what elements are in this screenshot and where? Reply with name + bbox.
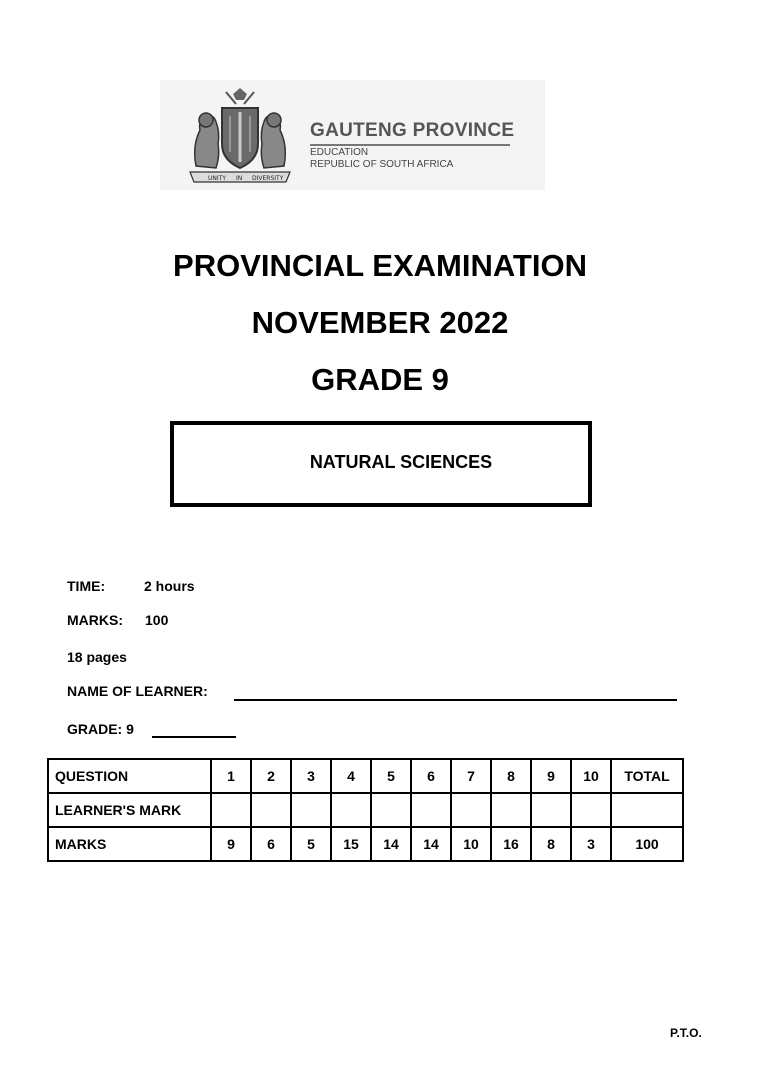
province-name: GAUTENG PROVINCE (310, 120, 515, 141)
province-underline (310, 144, 510, 146)
republic-name: REPUBLIC OF SOUTH AFRICA (310, 159, 454, 170)
question-number: 3 (291, 759, 331, 793)
total-marks: 100 (611, 827, 683, 861)
question-number: 9 (531, 759, 571, 793)
max-mark: 5 (291, 827, 331, 861)
time-value: 2 hours (144, 578, 195, 594)
question-number: 4 (331, 759, 371, 793)
marks-row-label: MARKS (48, 827, 211, 861)
motto-left: UNITY (208, 175, 226, 182)
grade-class-line[interactable] (152, 736, 236, 738)
exam-date: NOVEMBER 2022 (251, 305, 509, 340)
exam-title: PROVINCIAL EXAMINATION (173, 248, 587, 283)
question-number: 8 (491, 759, 531, 793)
learner-mark-cell[interactable] (211, 793, 251, 827)
max-mark: 16 (491, 827, 531, 861)
question-number: 1 (211, 759, 251, 793)
marks-value: 100 (145, 612, 169, 628)
learner-name-label: NAME OF LEARNER: (67, 683, 208, 699)
max-mark: 8 (531, 827, 571, 861)
learner-mark-cell[interactable] (571, 793, 611, 827)
gauteng-logo (160, 80, 545, 190)
question-number: 7 (451, 759, 491, 793)
learner-mark-cell[interactable] (291, 793, 331, 827)
question-number: 2 (251, 759, 291, 793)
question-number: 6 (411, 759, 451, 793)
time-label: TIME: (67, 578, 106, 594)
total-header: TOTAL (611, 759, 683, 793)
page-turn-note: P.T.O. (670, 1026, 702, 1040)
subject-box (170, 421, 592, 507)
max-mark: 3 (571, 827, 611, 861)
subject-name: NATURAL SCIENCES (309, 452, 493, 472)
learner-name-line[interactable] (234, 699, 677, 701)
grade-label: GRADE: 9 (67, 721, 134, 737)
page-count: 18 pages (67, 649, 127, 665)
department-name: EDUCATION (310, 147, 369, 158)
learner-mark-cell[interactable] (251, 793, 291, 827)
motto-right: DIVERSITY (252, 175, 284, 182)
max-mark: 6 (251, 827, 291, 861)
max-mark: 14 (371, 827, 411, 861)
learner-mark-cell[interactable] (331, 793, 371, 827)
max-mark: 10 (451, 827, 491, 861)
learner-total-cell[interactable] (611, 793, 683, 827)
question-header: QUESTION (48, 759, 211, 793)
learner-mark-cell[interactable] (491, 793, 531, 827)
exam-grade: GRADE 9 (311, 362, 449, 397)
learner-mark-label: LEARNER'S MARK (48, 793, 211, 827)
coat-of-arms-icon (178, 86, 303, 186)
question-number: 5 (371, 759, 411, 793)
motto-center: IN (236, 175, 243, 182)
learner-mark-cell[interactable] (411, 793, 451, 827)
question-number: 10 (571, 759, 611, 793)
learner-mark-cell[interactable] (371, 793, 411, 827)
max-mark: 9 (211, 827, 251, 861)
marks-label: MARKS: (67, 612, 123, 628)
marks-table (47, 758, 684, 862)
marks-row (48, 827, 683, 861)
learner-mark-cell[interactable] (531, 793, 571, 827)
question-row (48, 759, 683, 793)
learner-mark-cell[interactable] (451, 793, 491, 827)
max-mark: 14 (411, 827, 451, 861)
max-mark: 15 (331, 827, 371, 861)
learner-mark-row (48, 793, 683, 827)
